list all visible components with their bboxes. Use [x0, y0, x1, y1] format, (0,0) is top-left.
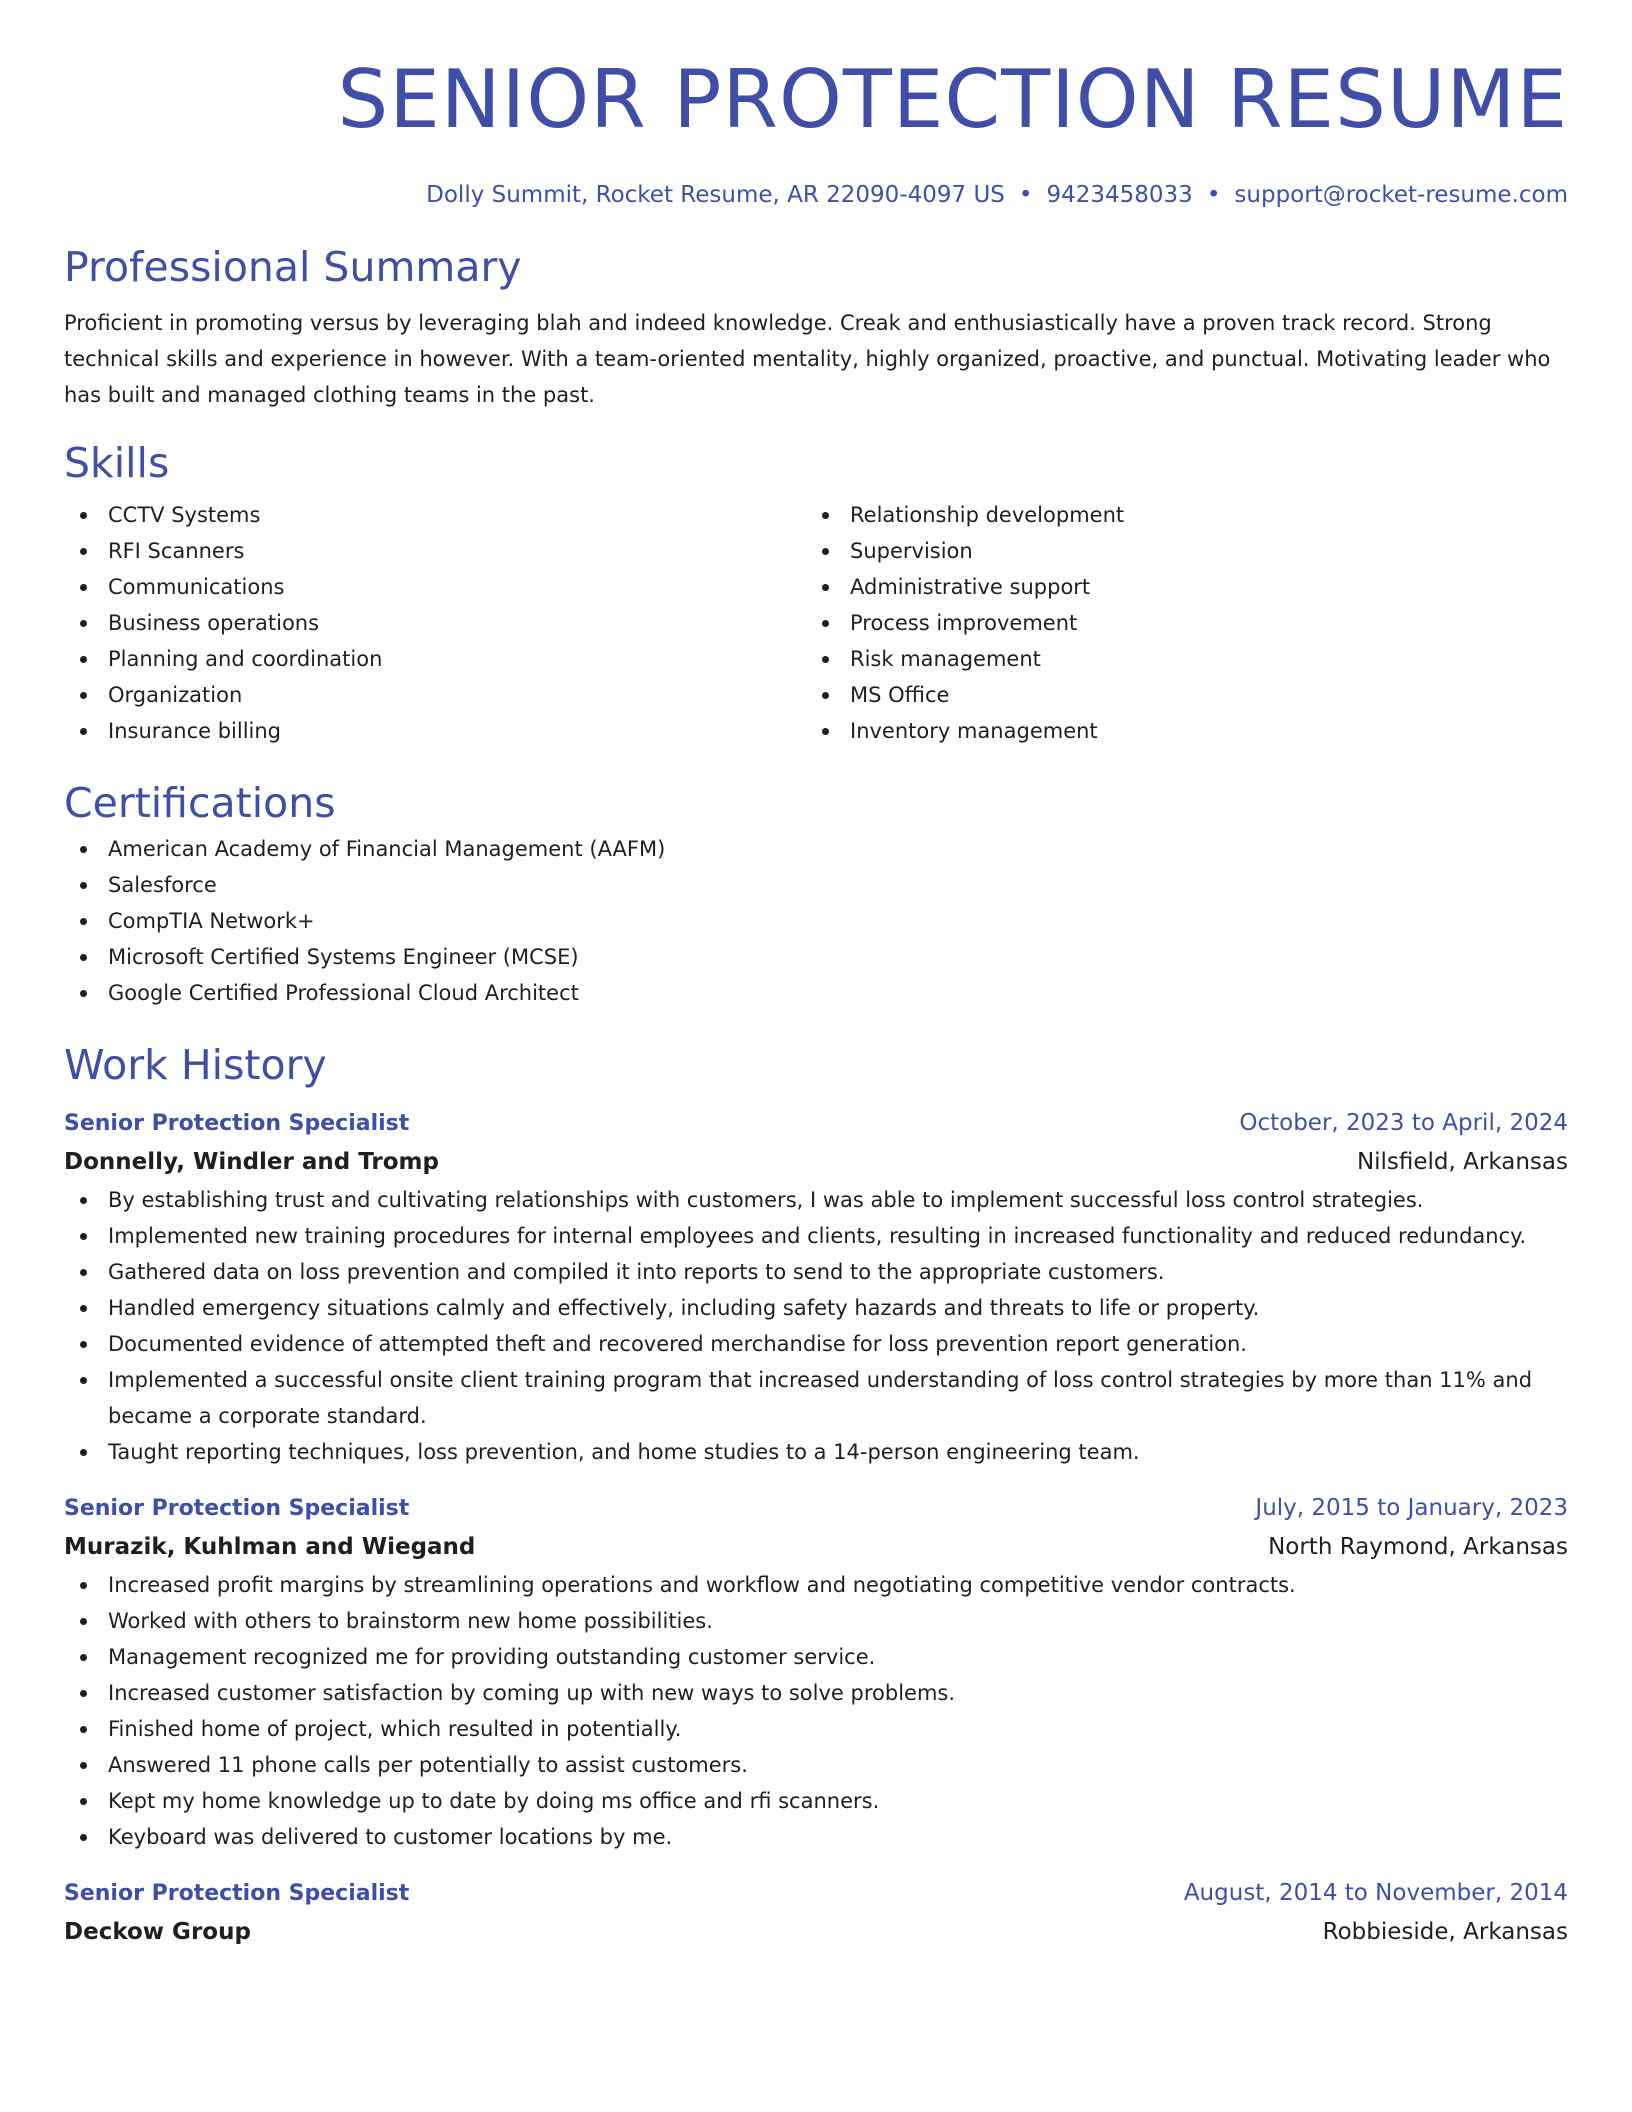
skill-item — [64, 641, 806, 677]
certification-item-text: American Academy of Financial Management (AAFM) — [108, 837, 666, 861]
summary-heading: Professional Summary — [64, 243, 522, 291]
certification-item — [64, 939, 1568, 975]
bullet-dot — [822, 584, 829, 591]
certification-item — [64, 831, 1568, 867]
job-bullet-text: Implemented a successful onsite client training program that increased understanding of loss control strategies by more than 11% and became a corporate standard. — [108, 1368, 1533, 1428]
job-bullet — [64, 1603, 1568, 1639]
skill-item-text: Relationship development — [850, 503, 1125, 527]
certification-item-text: CompTIA Network+ — [108, 909, 315, 933]
contact-line — [64, 179, 1568, 211]
job-dates: October, 2023 to April, 2024 — [1239, 1110, 1568, 1136]
job-bullet-text: By establishing trust and cultivating relationships with customers, I was able to implement successful loss control strategies. — [108, 1188, 1424, 1212]
skill-item-text: Insurance billing — [108, 719, 282, 743]
bullet-dot — [80, 728, 87, 735]
job-company: Murazik, Kuhlman and Wiegand — [64, 1534, 476, 1560]
bullet-dot — [80, 1269, 87, 1276]
job-bullet-text: Finished home of project, which resulted in potentially. — [108, 1717, 682, 1741]
skill-item-text: Process improvement — [850, 611, 1078, 635]
job-company: Deckow Group — [64, 1919, 251, 1945]
job-bullet-list — [64, 1567, 1568, 1855]
job-title-row — [64, 1490, 1568, 1527]
certifications-list — [64, 831, 1568, 1011]
certification-item-text: Microsoft Certified Systems Engineer (MCSE) — [108, 945, 579, 969]
skill-item — [806, 569, 1548, 605]
certification-item — [64, 903, 1568, 939]
job-entry — [64, 1490, 1568, 1855]
bullet-dot — [80, 846, 87, 853]
certification-item-text: Google Certified Professional Cloud Architect — [108, 981, 579, 1005]
job-bullet — [64, 1711, 1568, 1747]
job-company: Donnelly, Windler and Tromp — [64, 1149, 439, 1175]
contact-email[interactable]: support@rocket-resume.com — [1234, 182, 1568, 208]
skill-item — [64, 497, 806, 533]
job-bullet — [64, 1675, 1568, 1711]
skill-item — [806, 713, 1548, 749]
job-dates: August, 2014 to November, 2014 — [1183, 1880, 1568, 1906]
job-bullet-text: Documented evidence of attempted theft and recovered merchandise for loss prevention report generation. — [108, 1332, 1247, 1356]
resume-title: SENIOR PROTECTION RESUME — [337, 53, 1568, 146]
bullet-dot — [80, 918, 87, 925]
bullet-dot — [80, 990, 87, 997]
skill-item — [806, 641, 1548, 677]
job-bullet — [64, 1182, 1568, 1218]
bullet-dot — [80, 1654, 87, 1661]
skill-item-text: Administrative support — [850, 575, 1091, 599]
job-bullet-text: Increased customer satisfaction by coming up with new ways to solve problems. — [108, 1681, 956, 1705]
bullet-dot — [80, 548, 87, 555]
job-bullet-text: Keyboard was delivered to customer locations by me. — [108, 1825, 673, 1849]
skill-item-text: MS Office — [850, 683, 950, 707]
job-bullet — [64, 1218, 1568, 1254]
job-bullet-text: Taught reporting techniques, loss prevention, and home studies to a 14-person engineering team. — [108, 1440, 1140, 1464]
certification-item — [64, 867, 1568, 903]
skills-right-column — [806, 497, 1548, 749]
job-location: Nilsfield, Arkansas — [1356, 1149, 1568, 1175]
bullet-dot — [80, 1582, 87, 1589]
contact-separator: • — [1206, 182, 1221, 208]
skills-heading: Skills — [64, 439, 170, 487]
job-bullet-text: Increased profit margins by streamlining operations and workflow and negotiating competitive vendor contracts. — [108, 1573, 1296, 1597]
job-bullet-text: Worked with others to brainstorm new home possibilities. — [108, 1609, 713, 1633]
skill-item-text: CCTV Systems — [108, 503, 261, 527]
job-bullet — [64, 1326, 1568, 1362]
bullet-dot — [822, 548, 829, 555]
bullet-dot — [80, 1197, 87, 1204]
skill-item — [64, 533, 806, 569]
job-company-row — [64, 1912, 1568, 1952]
job-bullet-text: Implemented new training procedures for internal employees and clients, resulting in increased functionality and reduced redundancy. — [108, 1224, 1527, 1248]
job-bullet — [64, 1639, 1568, 1675]
bullet-dot — [80, 1341, 87, 1348]
skill-item-text: Inventory management — [850, 719, 1098, 743]
work-history-heading: Work History — [64, 1041, 327, 1089]
bullet-dot — [80, 1726, 87, 1733]
job-company-row — [64, 1527, 1568, 1567]
job-location: North Raymond, Arkansas — [1268, 1534, 1568, 1560]
contact-phone: 9423458033 — [1046, 182, 1193, 208]
skill-item — [806, 677, 1548, 713]
job-entry — [64, 1105, 1568, 1470]
skill-item — [64, 605, 806, 641]
job-title-row — [64, 1875, 1568, 1912]
certifications-heading: Certifications — [64, 779, 336, 827]
skill-item — [64, 713, 806, 749]
skill-item-text: Planning and coordination — [108, 647, 383, 671]
certification-item — [64, 975, 1568, 1011]
bullet-dot — [80, 584, 87, 591]
job-bullet — [64, 1747, 1568, 1783]
contact-address: Dolly Summit, Rocket Resume, AR 22090-4097 US — [426, 182, 1005, 208]
skill-item-text: RFI Scanners — [108, 539, 245, 563]
bullet-dot — [822, 728, 829, 735]
skills-grid — [64, 497, 1568, 749]
certification-item-text: Salesforce — [108, 873, 217, 897]
bullet-dot — [80, 954, 87, 961]
bullet-dot — [80, 656, 87, 663]
bullet-dot — [80, 692, 87, 699]
bullet-dot — [822, 620, 829, 627]
job-bullet-list — [64, 1182, 1568, 1470]
job-title: Senior Protection Specialist — [64, 1881, 410, 1906]
bullet-dot — [80, 1798, 87, 1805]
skill-item-text: Business operations — [108, 611, 320, 635]
skill-item-text: Organization — [108, 683, 243, 707]
bullet-dot — [80, 1762, 87, 1769]
skill-item-text: Communications — [108, 575, 285, 599]
bullet-dot — [80, 1233, 87, 1240]
summary-text: Proficient in promoting versus by leveraging blah and indeed knowledge. Creak and enthusiastically have a proven track record. Strong technical skills and experience in however. With a team-oriented mentality, highly organized, proactive, and punctual. Motivating leader who has built and managed clothing teams in the past. — [64, 311, 1551, 407]
job-title: Senior Protection Specialist — [64, 1111, 410, 1136]
skill-item-text: Risk management — [850, 647, 1041, 671]
bullet-dot — [822, 512, 829, 519]
bullet-dot — [80, 1690, 87, 1697]
job-bullet — [64, 1290, 1568, 1326]
bullet-dot — [80, 1618, 87, 1625]
job-entry — [64, 1875, 1568, 1952]
bullet-dot — [80, 1834, 87, 1841]
job-company-row — [64, 1142, 1568, 1182]
job-bullet — [64, 1567, 1568, 1603]
skill-item — [64, 677, 806, 713]
job-bullet — [64, 1434, 1568, 1470]
job-bullet — [64, 1254, 1568, 1290]
bullet-dot — [80, 882, 87, 889]
job-bullet — [64, 1819, 1568, 1855]
skill-item — [64, 569, 806, 605]
skill-item — [806, 533, 1548, 569]
bullet-dot — [80, 620, 87, 627]
job-bullet-text: Kept my home knowledge up to date by doing ms office and rfi scanners. — [108, 1789, 880, 1813]
job-title: Senior Protection Specialist — [64, 1496, 410, 1521]
job-bullet-text: Management recognized me for providing outstanding customer service. — [108, 1645, 876, 1669]
bullet-dot — [80, 512, 87, 519]
job-bullet-text: Gathered data on loss prevention and compiled it into reports to send to the appropriate customers. — [108, 1260, 1165, 1284]
skill-item — [806, 605, 1548, 641]
skill-item — [806, 497, 1548, 533]
bullet-dot — [822, 656, 829, 663]
job-title-row — [64, 1105, 1568, 1142]
job-bullet — [64, 1783, 1568, 1819]
skills-left-column — [64, 497, 806, 749]
contact-separator: • — [1018, 182, 1033, 208]
skill-item-text: Supervision — [850, 539, 973, 563]
work-history-list — [64, 1105, 1568, 1952]
bullet-dot — [822, 692, 829, 699]
job-bullet — [64, 1362, 1568, 1434]
job-dates: July, 2015 to January, 2023 — [1255, 1495, 1568, 1521]
job-bullet-text: Answered 11 phone calls per potentially to assist customers. — [108, 1753, 748, 1777]
bullet-dot — [80, 1305, 87, 1312]
job-location: Robbieside, Arkansas — [1322, 1919, 1568, 1945]
bullet-dot — [80, 1377, 87, 1384]
job-bullet-text: Handled emergency situations calmly and effectively, including safety hazards and threats to life or property. — [108, 1296, 1260, 1320]
bullet-dot — [80, 1449, 87, 1456]
